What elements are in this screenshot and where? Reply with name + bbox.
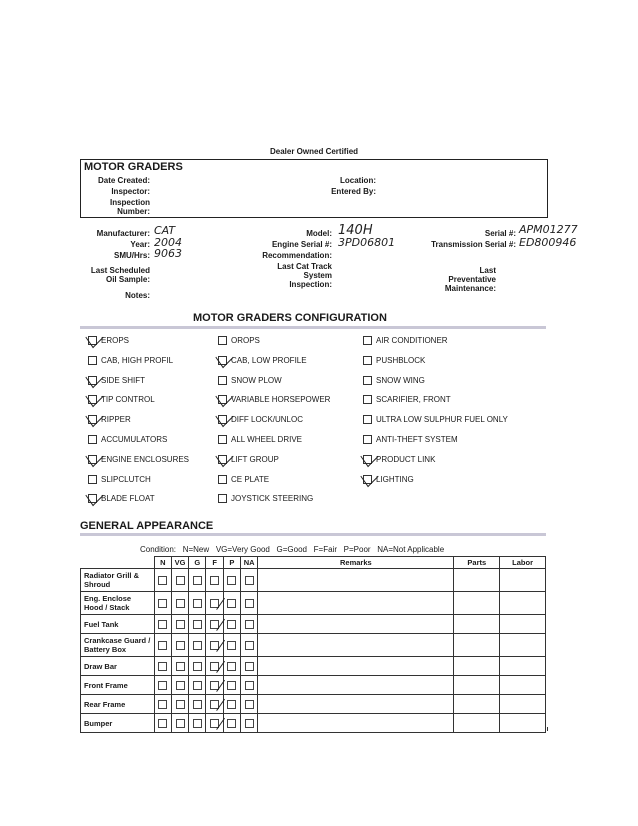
location-label: Location: <box>340 176 376 185</box>
config-option-label: SCARIFIER, FRONT <box>376 395 451 405</box>
config-option-label: SLIPCLUTCH <box>101 474 151 484</box>
condition-cell <box>189 695 206 714</box>
config-option[interactable] <box>218 475 269 484</box>
row-label: Bumper <box>81 714 155 733</box>
condition-checkbox[interactable] <box>245 700 254 709</box>
remarks-cell[interactable] <box>258 695 454 714</box>
config-option-label: VARIABLE HORSEPOWER <box>231 395 331 405</box>
serial-label: Serial #: <box>484 229 516 238</box>
configuration-heading: MOTOR GRADERS CONFIGURATION <box>193 312 387 324</box>
condition-cell <box>223 695 240 714</box>
page-title: Dealer Owned Certified <box>270 147 359 156</box>
condition-cell <box>223 657 240 676</box>
checkbox[interactable] <box>88 415 97 424</box>
condition-checkbox[interactable] <box>227 662 236 671</box>
cat-track-label: Last Cat Track System Inspection: <box>277 262 332 289</box>
condition-checkbox[interactable] <box>158 641 167 650</box>
config-option[interactable] <box>363 455 435 464</box>
condition-checkbox[interactable] <box>210 576 219 585</box>
row-label: Eng. Enclose Hood / Stack <box>81 592 155 615</box>
condition-checkbox[interactable] <box>176 700 185 709</box>
condition-cell <box>189 592 206 615</box>
config-option[interactable] <box>218 415 303 424</box>
condition-cell <box>241 634 258 657</box>
row-label-header <box>81 557 155 569</box>
condition-cell <box>206 569 223 592</box>
config-option[interactable] <box>218 435 302 444</box>
condition-checkbox[interactable] <box>176 576 185 585</box>
condition-checkbox[interactable] <box>176 641 185 650</box>
condition-checkbox[interactable] <box>158 576 167 585</box>
config-option[interactable] <box>88 475 151 484</box>
config-option[interactable] <box>363 356 425 365</box>
engine-serial-label: Engine Serial #: <box>271 240 332 249</box>
condition-cell <box>154 592 171 615</box>
year-label: Year: <box>130 240 150 249</box>
condition-checkbox[interactable] <box>176 620 185 629</box>
condition-checkbox[interactable] <box>158 620 167 629</box>
labor-cell[interactable] <box>500 569 546 592</box>
condition-checkbox[interactable] <box>245 599 254 608</box>
row-label: Draw Bar <box>81 657 155 676</box>
row-label: Radiator Grill & Shroud <box>81 569 155 592</box>
config-option[interactable] <box>88 356 173 365</box>
column-header: Remarks <box>258 557 454 569</box>
config-option-label: ACCUMULATORS <box>101 435 168 444</box>
condition-checkbox[interactable] <box>158 700 167 709</box>
checkbox[interactable] <box>218 475 227 484</box>
notes-label: Notes: <box>125 291 150 300</box>
engine-serial-value: 3PD06801 <box>338 236 396 249</box>
condition-checkbox[interactable] <box>193 681 202 690</box>
condition-checkbox[interactable] <box>245 576 254 585</box>
condition-cell <box>154 695 171 714</box>
checkbox[interactable] <box>218 356 227 365</box>
config-option[interactable] <box>363 435 458 444</box>
checkbox[interactable] <box>363 435 372 444</box>
column-header: N <box>154 557 171 569</box>
condition-checkbox[interactable] <box>210 599 219 608</box>
condition-cell <box>241 657 258 676</box>
manufacturer-value: CAT <box>154 224 176 237</box>
entered-by-label: Entered By: <box>331 187 376 196</box>
condition-checkbox[interactable] <box>227 641 236 650</box>
condition-cell <box>223 569 240 592</box>
table-row <box>81 695 546 714</box>
config-option-label: EROPS <box>101 336 130 345</box>
condition-checkbox[interactable] <box>210 620 219 629</box>
last-oil-label: Last Scheduled Oil Sample: <box>90 266 150 284</box>
condition-checkbox[interactable] <box>245 681 254 690</box>
table-header-row <box>81 557 546 569</box>
checkbox[interactable] <box>218 435 227 444</box>
condition-checkbox[interactable] <box>158 681 167 690</box>
table-row <box>81 657 546 676</box>
condition-cell <box>154 569 171 592</box>
checkbox[interactable] <box>218 336 227 345</box>
condition-cell <box>206 634 223 657</box>
config-option-label: PRODUCT LINK <box>376 454 436 464</box>
config-option-label: ENGINE ENCLOSURES <box>101 454 190 464</box>
smu-label: SMU/Hrs: <box>113 251 150 260</box>
row-label: Rear Frame <box>81 695 155 714</box>
column-header: VG <box>171 557 188 569</box>
table-row <box>81 615 546 634</box>
config-option[interactable] <box>363 475 414 484</box>
table-row <box>81 676 546 695</box>
condition-cell <box>206 695 223 714</box>
condition-cell <box>206 592 223 615</box>
config-option-label: SIDE SHIFT <box>101 375 146 385</box>
condition-checkbox[interactable] <box>193 662 202 671</box>
labor-cell[interactable] <box>500 615 546 634</box>
appearance-heading: GENERAL APPEARANCE <box>80 520 214 532</box>
column-header: P <box>223 557 240 569</box>
config-option-label: CAB, LOW PROFILE <box>231 355 307 365</box>
condition-checkbox[interactable] <box>210 681 219 690</box>
model-label: Model: <box>306 229 332 238</box>
remarks-cell[interactable] <box>258 592 454 615</box>
year-value: 2004 <box>154 236 182 249</box>
config-option[interactable] <box>88 395 155 404</box>
manufacturer-label: Manufacturer: <box>96 229 150 238</box>
checkbox[interactable] <box>88 455 97 464</box>
column-header: Parts <box>454 557 500 569</box>
condition-cell <box>154 615 171 634</box>
divider <box>80 533 546 536</box>
config-option-label: DIFF LOCK/UNLOC <box>231 415 304 425</box>
condition-cell <box>241 569 258 592</box>
trans-serial-label: Transmission Serial #: <box>431 240 516 249</box>
config-option[interactable] <box>88 455 189 464</box>
condition-cell <box>189 676 206 695</box>
labor-cell[interactable] <box>500 676 546 695</box>
config-option[interactable] <box>218 336 260 345</box>
remarks-cell[interactable] <box>258 657 454 676</box>
checkbox[interactable] <box>363 475 372 484</box>
checkbox[interactable] <box>363 455 372 464</box>
checkbox[interactable] <box>363 376 372 385</box>
config-option[interactable] <box>88 494 155 503</box>
parts-cell[interactable] <box>454 657 500 676</box>
config-option-label: SNOW WING <box>376 375 425 385</box>
parts-cell[interactable] <box>454 676 500 695</box>
condition-cell <box>223 592 240 615</box>
condition-checkbox[interactable] <box>227 620 236 629</box>
checkbox[interactable] <box>218 415 227 424</box>
condition-checkbox[interactable] <box>227 576 236 585</box>
column-header: Labor <box>500 557 546 569</box>
table-row <box>81 569 546 592</box>
condition-checkbox[interactable] <box>193 576 202 585</box>
config-option[interactable] <box>218 356 307 365</box>
condition-cell <box>241 592 258 615</box>
config-option-label: TIP CONTROL <box>101 395 155 405</box>
config-option[interactable] <box>218 395 330 404</box>
condition-cell <box>189 634 206 657</box>
config-option-label: AIR CONDITIONER <box>376 336 448 345</box>
inspection-number-label: Inspection Number: <box>109 198 150 216</box>
config-option-label: JOYSTICK STEERING <box>231 494 314 504</box>
row-label: Front Frame <box>81 676 155 695</box>
condition-checkbox[interactable] <box>210 662 219 671</box>
column-header: G <box>189 557 206 569</box>
config-option[interactable] <box>363 336 448 345</box>
condition-legend: Condition: N=New VG=Very Good G=Good F=Fair P=Poor NA=Not Applicable <box>140 545 445 554</box>
config-option[interactable] <box>88 435 167 444</box>
config-option-label: BLADE FLOAT <box>101 494 155 504</box>
remarks-cell[interactable] <box>258 569 454 592</box>
checkbox[interactable] <box>88 376 97 385</box>
checkbox[interactable] <box>218 395 227 404</box>
condition-cell <box>154 634 171 657</box>
condition-cell <box>241 615 258 634</box>
condition-cell <box>241 695 258 714</box>
row-label: Crankcase Guard / Battery Box <box>81 634 155 657</box>
checkbox[interactable] <box>363 395 372 404</box>
config-option-label: ALL WHEEL DRIVE <box>231 435 302 444</box>
condition-cell <box>206 676 223 695</box>
config-option-label: OROPS <box>231 336 260 345</box>
condition-cell <box>171 676 188 695</box>
parts-cell[interactable] <box>454 634 500 657</box>
condition-checkbox[interactable] <box>158 599 167 608</box>
config-option-label: CAB, HIGH PROFIL <box>101 355 174 365</box>
condition-cell <box>171 592 188 615</box>
condition-checkbox[interactable] <box>245 620 254 629</box>
divider <box>80 326 546 329</box>
condition-cell <box>223 676 240 695</box>
column-header: F <box>206 557 223 569</box>
condition-checkbox[interactable] <box>193 700 202 709</box>
table-continuation <box>80 727 548 731</box>
section-heading: MOTOR GRADERS <box>84 161 183 173</box>
config-option-label: ANTI-THEFT SYSTEM <box>376 435 458 444</box>
condition-checkbox[interactable] <box>158 662 167 671</box>
smu-value: 9063 <box>154 247 182 260</box>
config-option[interactable] <box>88 376 145 385</box>
remarks-cell[interactable] <box>258 615 454 634</box>
condition-cell <box>154 657 171 676</box>
config-option[interactable] <box>363 415 508 424</box>
parts-cell[interactable] <box>454 592 500 615</box>
condition-cell <box>206 615 223 634</box>
checkbox[interactable] <box>363 356 372 365</box>
config-option-label: CE PLATE <box>231 474 270 484</box>
condition-checkbox[interactable] <box>210 641 219 650</box>
column-header: NA <box>241 557 258 569</box>
config-option[interactable] <box>88 415 131 424</box>
last-pm-label: Last Preventative Maintenance: <box>444 266 496 293</box>
checkbox[interactable] <box>88 435 97 444</box>
config-option[interactable] <box>363 376 425 385</box>
table-row <box>81 592 546 615</box>
checkbox[interactable] <box>88 336 97 345</box>
config-option-label: LIFT GROUP <box>231 454 279 464</box>
parts-cell[interactable] <box>454 695 500 714</box>
remarks-cell[interactable] <box>258 634 454 657</box>
condition-checkbox[interactable] <box>176 599 185 608</box>
condition-cell <box>171 569 188 592</box>
condition-checkbox[interactable] <box>227 700 236 709</box>
model-value: 140H <box>338 223 373 238</box>
config-option[interactable] <box>218 455 279 464</box>
condition-cell <box>206 657 223 676</box>
condition-checkbox[interactable] <box>245 641 254 650</box>
condition-checkbox[interactable] <box>193 620 202 629</box>
labor-cell[interactable] <box>500 657 546 676</box>
condition-checkbox[interactable] <box>245 662 254 671</box>
condition-checkbox[interactable] <box>210 700 219 709</box>
config-option-label: SNOW PLOW <box>231 375 282 385</box>
config-option[interactable] <box>88 336 129 345</box>
config-option-label: ULTRA LOW SULPHUR FUEL ONLY <box>376 415 508 425</box>
date-created-label: Date Created: <box>97 176 150 185</box>
condition-cell <box>171 634 188 657</box>
table-row <box>81 634 546 657</box>
condition-cell <box>171 695 188 714</box>
checkbox[interactable] <box>363 336 372 345</box>
condition-cell <box>241 676 258 695</box>
remarks-cell[interactable] <box>258 676 454 695</box>
config-option-label: PUSHBLOCK <box>376 355 426 365</box>
condition-cell <box>171 615 188 634</box>
config-option-label: RIPPER <box>101 415 131 425</box>
appearance-table <box>80 556 546 733</box>
recommendation-label: Recommendation: <box>262 251 332 260</box>
condition-cell <box>189 569 206 592</box>
condition-checkbox[interactable] <box>176 662 185 671</box>
labor-cell[interactable] <box>500 592 546 615</box>
config-option-label: LIGHTING <box>376 474 414 484</box>
condition-checkbox[interactable] <box>193 599 202 608</box>
checkbox[interactable] <box>88 356 97 365</box>
checkbox[interactable] <box>218 494 227 503</box>
condition-cell <box>223 634 240 657</box>
labor-cell[interactable] <box>500 634 546 657</box>
checkbox[interactable] <box>88 475 97 484</box>
checkbox[interactable] <box>88 395 97 404</box>
checkbox[interactable] <box>88 494 97 503</box>
parts-cell[interactable] <box>454 569 500 592</box>
checkbox[interactable] <box>218 455 227 464</box>
config-option[interactable] <box>218 494 313 503</box>
row-label: Fuel Tank <box>81 615 155 634</box>
checkbox[interactable] <box>218 376 227 385</box>
labor-cell[interactable] <box>500 695 546 714</box>
parts-cell[interactable] <box>454 615 500 634</box>
inspector-label: Inspector: <box>111 187 150 196</box>
condition-checkbox[interactable] <box>227 599 236 608</box>
config-option[interactable] <box>218 376 282 385</box>
condition-cell <box>189 615 206 634</box>
condition-cell <box>171 657 188 676</box>
condition-checkbox[interactable] <box>193 641 202 650</box>
serial-value: APM01277 <box>519 223 578 236</box>
config-option[interactable] <box>363 395 451 404</box>
condition-checkbox[interactable] <box>227 681 236 690</box>
condition-cell <box>223 615 240 634</box>
trans-serial-value: ED800946 <box>519 236 577 249</box>
condition-cell <box>189 657 206 676</box>
condition-checkbox[interactable] <box>176 681 185 690</box>
checkbox[interactable] <box>363 415 372 424</box>
condition-cell <box>154 676 171 695</box>
